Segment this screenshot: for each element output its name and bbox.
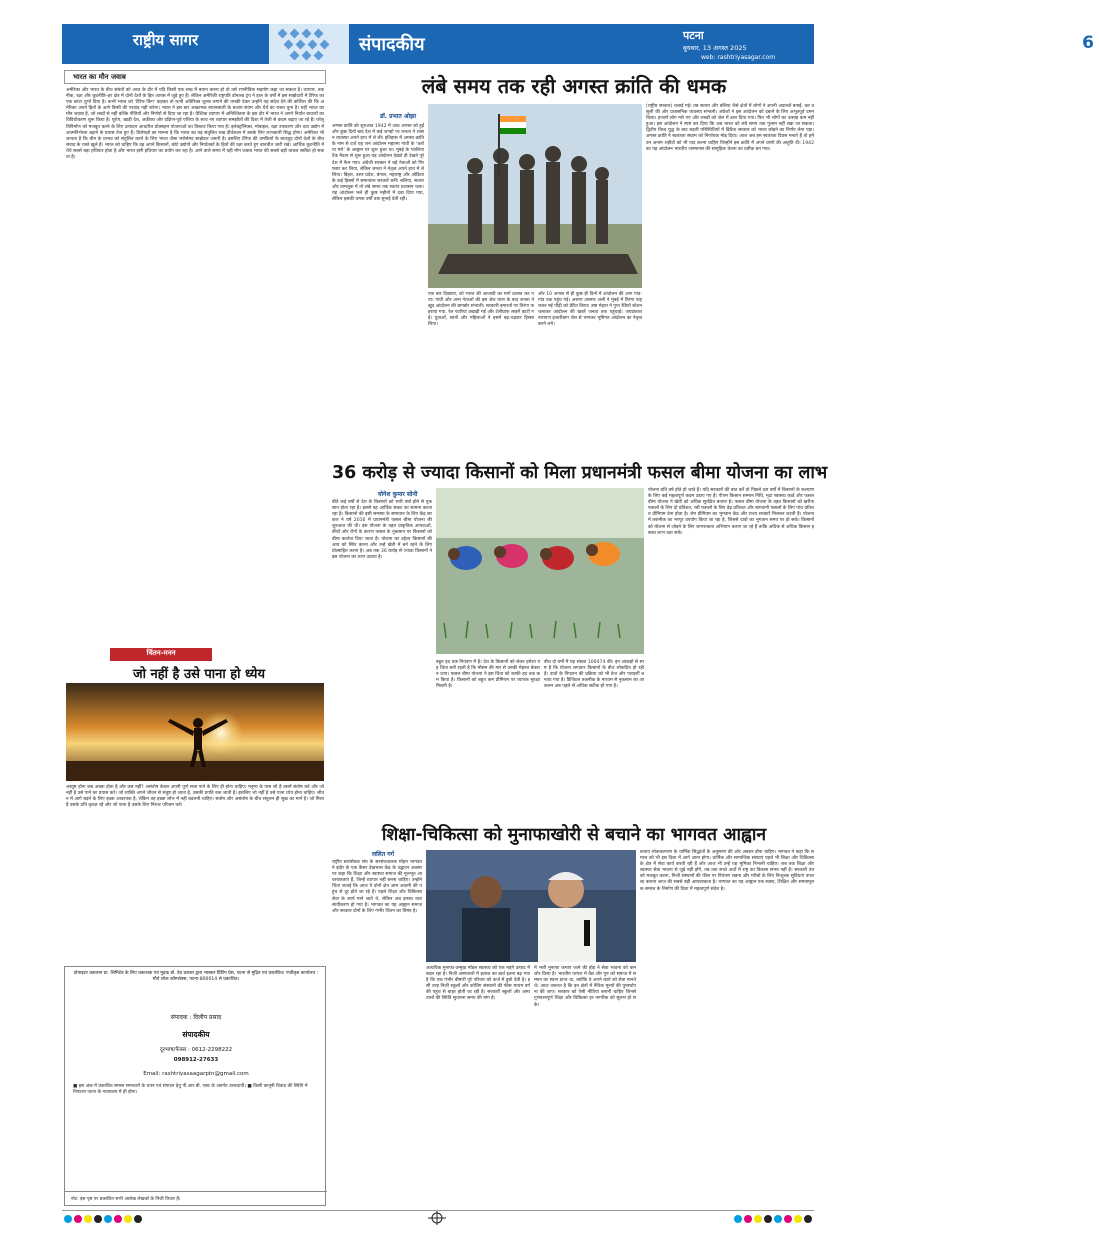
article1-column-2: एक बार दिखाया, जो भारत की आजादी का मार्ग प्रशस्त कर गया। गांधी और अन्य नेताओं की इस जेल यात्रा के बाद जनता ने खुद आंदोलन की बागडोर संभाली। सरकारी इमारतों पर तिरंगा फहराया गया, रेल पटरियां उखाड़ी गईं और टेलीग्राफ लाइनें काटी गईं। युवाओं, छात्रों और महिलाओं ने इसमें बढ़-चढ़कर हिस्सा लिया। bbox=[428, 292, 534, 328]
editorial-office-heading: संपादकीय bbox=[182, 1030, 210, 1039]
article2-headline: 36 करोड़ से ज्यादा किसानों को मिला प्रधानमंत्री फसल बीमा योजना का लाभ bbox=[332, 463, 828, 483]
left-column-heading-box bbox=[64, 70, 326, 84]
disclaimer: नोट: इस पृष्ठ पर प्रकाशित सभी आलेख लेखकों के निजी विचार हैं। bbox=[65, 1191, 327, 1206]
brand-box bbox=[62, 24, 269, 64]
legal-notes: ■ इस अंक में प्रकाशित समस्त समाचारों के चयन एवं संपादन हेतु पी.आर.बी. एक्ट के अंतर्गत उत्तरदायी। ■ किसी कानूनी विवाद की स्थिति में निपटारा पटना के न्यायालय में ही होगा। bbox=[73, 1084, 308, 1096]
article1-column-4: (राष्ट्रीय सरकार) चलाई गई। तब सतारा और बलिया जैसे क्षेत्रों में लोगों ने अपनी अदालतें बनाईं, कर वसूली की और प्रशासनिक व्यवस्था संभाली। अंग्रेजों ने इस आंदोलन को दबाने के लिए अभूतपूर्व दमन किया। हजारों लोग मारे गए और लाखों को जेल में डाल दिया गया। फिर भी लोगों का उत्साह कम नहीं हुआ। इस आंदोलन ने स्पष्ट कर दिया कि अब भारत को लंबे समय तक गुलाम नहीं रखा जा सकता। द्वितीय विश्व युद्ध के बाद बदली परिस्थितियों में ब्रिटिश सरकार को भारत छोड़ने का निर्णय लेना पड़ा। अगस्त क्रांति ने स्वतंत्रता संग्राम को निर्णायक मोड़ दिया। आज जब हम स्वतंत्रता दिवस मनाते हैं तो हमें उन अनाम शहीदों को भी याद करना चाहिए जिन्होंने इस क्रांति में अपने प्राणों की आहुति दी। 1942 का यह आंदोलन भारतीय जनमानस की सामूहिक चेतना का प्रतीक बन गया। bbox=[646, 104, 814, 152]
chintan-label: चिंतन-मनन bbox=[146, 649, 176, 657]
article1-headline: लंबे समय तक रही अगस्त क्रांति की धमक bbox=[421, 74, 727, 98]
website-link[interactable]: web: rashtriyasagar.com bbox=[701, 54, 776, 61]
article2-column-4: योजना प्रति वर्ष होते हो जाते हैं। यदि सरकारों की बात करें तो पिछले दस वर्षों में किसानों के कल्याण के लिए कई महत्वपूर्ण कदम उठाए गए हैं। पीएम किसान सम्मान निधि, मृदा स्वास्थ्य कार्ड और फसल बीमा योजना ने खेती को अधिक सुरक्षित बनाया है। फसल बीमा योजना के तहत किसानों को खरीफ फसलों के लिए दो प्रतिशत, रबी फसलों के लिए डेढ़ प्रतिशत और बागवानी फसलों के लिए पांच प्रतिशत प्रीमियम देना होता है। शेष प्रीमियम का भुगतान केंद्र और राज्य सरकारें मिलकर करती हैं। योजना में तकनीक का भरपूर उपयोग किया जा रहा है, जिससे दावों का भुगतान समय पर हो सके। किसानों को योजना से जोड़ने के लिए जागरूकता अभियान चलाए जा रहे हैं ताकि अधिक से अधिक किसान इसका लाभ उठा सकें। bbox=[648, 488, 814, 536]
left-column-body: अमेरिका और भारत के बीच संबंधों को आज के दौर में यदि किसी एक शब्द में बयान करना हो तो उसे रणनीतिक सहयोग कहा जा सकता है। व्यापार, तकनीक, रक्षा और कूटनीति–हर क्षेत्र में दोनों देशों के हित आपस में जुड़े हुए हैं। लेकिन अमेरिकी राष्ट्रपति डोनाल्ड ट्रंप ने हाल के वर्षों में इस साझेदारी में टैरिफ का एक कांटा चुभो दिया है। कभी भारत को 'टैरिफ किंग' कहकर तो कभी अतिरिक्त शुल्क लगाने की धमकी देकर उन्होंने यह संदेश देने की कोशिश की कि अमेरिका अपने हितों के आगे किसी की परवाह नहीं करेगा। भारत ने इस बार आक्रामक बयानबाजी के बजाय संयम और धैर्य का रास्ता चुना है। यही भारत का मौन जवाब है, जो शब्दों से नहीं बल्कि नीतियों और निर्णयों से दिया जा रहा है। वैश्विक व्यापार में अनिश्चितता के इस दौर में भारत ने अपने निर्यात बाजारों का विविधीकरण शुरू किया है। यूरोप, खाड़ी देश, अफ्रीका और दक्षिण-पूर्व एशिया के साथ नए व्यापार समझौतों की दिशा में तेजी से कदम बढ़ाए जा रहे हैं। घरेलू विनिर्माण को मजबूत करने के लिए उत्पादन आधारित प्रोत्साहन योजनाओं का विस्तार किया गया है। इलेक्ट्रॉनिक्स, मोबाइल, रक्षा उपकरण और दवा उद्योग में आत्मनिर्भरता बढ़ाने के प्रयास तेज हुए हैं। विशेषज्ञों का मानना है कि भारत का यह संतुलित रुख दीर्घकाल में उसके लिए लाभकारी सिद्ध होगा। अमेरिका भी जानता है कि चीन के प्रभाव को संतुलित करने के लिए भारत जैसा भरोसेमंद साझेदार जरूरी है। इसलिए टैरिफ की धमकियों के बावजूद दोनों देशों के बीच संवाद के रास्ते खुले हैं। भारत को चाहिए कि वह अपने किसानों, छोटे उद्योगों और निर्यातकों के हितों की रक्षा करते हुए बातचीत जारी रखे। आर्थिक कूटनीति में धैर्य सबसे बड़ा हथियार होता है और भारत इसी हथियार का प्रयोग कर रहा है। आने वाले समय में यही मौन जवाब भारत की सबसे बड़ी ताकत साबित हो सकता है। bbox=[66, 88, 324, 161]
article1-column-1: अगस्त क्रांति को शुरुआत 1942 में आठ अगस्त को हुई और कुछ दिनों बाद देश में कई जगहों पर जनता ने शासन व्यवस्था अपने हाथ में ले ली। इतिहास में अगस्त क्रांति के नाम से दर्ज यह जन आंदोलन महात्मा गांधी के 'करो या मरो' के आह्वान पर शुरू हुआ था। मुंबई के ग्वालिया टैंक मैदान से शुरू हुआ यह आंदोलन देखते ही देखते पूरे देश में फैल गया। अंग्रेजी सरकार ने बड़े नेताओं को गिरफ्तार कर लिया, लेकिन जनता ने नेतृत्व अपने हाथ में ले लिया। बिहार, उत्तर प्रदेश, बंगाल, महाराष्ट्र और ओडिशा के कई हिस्सों में समानांतर सरकारें बनीं। बलिया, सतारा और तामलुक में तो लंबे समय तक स्वतंत्र प्रशासन चला। यह आंदोलन भले ही कुछ महीनों में दबा दिया गया, लेकिन इसकी धमक वर्षों तक सुनाई देती रही। bbox=[332, 124, 424, 203]
crosshair-icon bbox=[428, 1211, 446, 1225]
article3-column-3: में भारी मुनाफा कमाए जाने की होड़ ने सेवा भावना को कमजोर किया है। भारतीय परंपरा में वैद्य और गुरु को समाज में सम्मान का स्थान प्राप्त था, क्योंकि वे अपने कार्य को सेवा मानते थे। आज जरूरत है कि इन क्षेत्रों में नैतिक मूल्यों की पुनर्स्थापना की जाए। सरकार को ऐसी नीतियां बनानी चाहिए जिनसे गुणवत्तापूर्ण शिक्षा और चिकित्सा हर नागरिक को सुलभ हो सके। bbox=[534, 966, 636, 1008]
edition-city: पटना bbox=[683, 29, 704, 42]
chintan-label-bar bbox=[110, 648, 212, 661]
imprint-box bbox=[64, 966, 326, 1206]
women-farmers-paddy-field-photo bbox=[436, 488, 644, 654]
article2-byline: योगेश कुमार सोनी bbox=[378, 491, 418, 498]
issue-date: बुधवार, 13 अगस्त 2025 bbox=[683, 44, 747, 52]
article2-column-2: बहुत हद तक नियंत्रण में है। देश के किसानों को लेकर हमेशा यह चिंता बनी रहती है कि मौसम की मार से उनकी मेहनत बेकार न जाए। फसल बीमा योजना ने इस चिंता को काफी हद तक कम किया है। किसानों को बहुत कम प्रीमियम पर व्यापक सुरक्षा मिलती है। bbox=[436, 660, 540, 690]
article2-column-1: बीते कई वर्षों से देश के किसानों को भारी वर्षा होने से नुकसान होता रहा है। इससे वह आर्थिक संकट का सामना करता रहा है। किसानों की इसी समस्या के समाधान के लिए केंद्र सरकार ने वर्ष 2016 में प्रधानमंत्री फसल बीमा योजना की शुरुआत की थी। इस योजना के तहत प्राकृतिक आपदाओं, कीटों और रोगों के कारण फसल के नुकसान पर किसानों को बीमा कवरेज दिया जाता है। योजना का उद्देश्य किसानों की आय को स्थिर करना और उन्हें खेती में बने रहने के लिए प्रोत्साहित करना है। अब तक 36 करोड़ से ज्यादा किसानों ने इस योजना का लाभ उठाया है। bbox=[332, 500, 432, 560]
freedom-fighters-statue-photo bbox=[428, 104, 642, 288]
article1-column-3: और 10 अगस्त से ही कुछ ही दिनों में आंदोलन की आग गांव-गांव तक पहुंच गई। अरुणा आसफ अली ने मुंबई में तिरंगा फहराकर नई पीढ़ी को प्रेरित किया। उषा मेहता ने गुप्त रेडियो स्टेशन चलाकर आंदोलन की खबरें जनता तक पहुंचाईं। जयप्रकाश नारायण हजारीबाग जेल से भागकर भूमिगत आंदोलन का नेतृत्व करने लगे। bbox=[538, 292, 642, 328]
article3-column-4: बजाय लोककल्याण के धार्मिक सिद्धांतों के अनुसरण की ओर अग्रसर होना चाहिए। भागवत ने कहा कि समाज को भी इस दिशा में आगे आना होगा। धार्मिक और सामाजिक संस्थाएं पहले भी शिक्षा और चिकित्सा के क्षेत्र में सेवा कार्य करती रही हैं और आज भी उन्हें यह भूमिका निभानी चाहिए। जब तक शिक्षा और स्वास्थ्य सेवा भावना से जुड़े नहीं होंगे, तब तक सच्चे अर्थों में राष्ट्र का विकास संभव नहीं है। सरकारी तंत्र को मजबूत करना, निजी संस्थानों की फीस पर नियंत्रण रखना और गरीबों के लिए निःशुल्क सुविधाएं उपलब्ध कराना आज की सबसे बड़ी आवश्यकता है। भागवत का यह आह्वान एक स्वस्थ, शिक्षित और समतामूलक समाज के निर्माण की दिशा में महत्वपूर्ण संदेश है। bbox=[640, 850, 814, 892]
editor-name: संपादक : दिलीप प्रसाद bbox=[170, 1014, 222, 1021]
section-title: संपादकीय bbox=[359, 34, 425, 55]
silhouette-sunset-photo bbox=[66, 683, 324, 781]
email-address[interactable]: Email: rashtriyasaagarptn@gmail.com bbox=[143, 1071, 249, 1077]
phone-fax: दूरभाष/फैक्स : 0612-2298222 bbox=[159, 1047, 233, 1053]
article3-column-2: अत्यधिक मुनाफा-उन्मुख मॉडल स्वास्थ्य को एक महंगे उत्पाद में बदल रहा है। निजी अस्पतालों में इलाज का खर्च इतना बढ़ गया है कि एक गंभीर बीमारी पूरे परिवार को कर्ज में डुबो देती है। इसी तरह निजी स्कूलों और कोचिंग संस्थानों की फीस मध्यम वर्ग की पहुंच से बाहर होती जा रही है। सरकारी स्कूलों और अस्पतालों की स्थिति सुधारना समय की मांग है। bbox=[426, 966, 530, 1002]
mohan-bhagwat-speaking-photo bbox=[426, 850, 636, 962]
mobile-number: 098912-27633 bbox=[173, 1057, 219, 1063]
newspaper-name: राष्ट्रीय सागर bbox=[132, 31, 199, 49]
thought-body: अस्तुष्ट होना कब अच्छा होता है और कब नहीं? असंतोष केवल अपनी पूर्ण सत्ता पाने के लिए ही होना चाहिए। मनुष्य के पास जो है उसमें संतोष करे और जो नहीं है उसे पाने का प्रयास करे। जो व्यक्ति अपने जीवन से संतुष्ट हो जाता है, उसकी प्रगति रुक जाती है। इसलिए जो नहीं है उसे पाना ध्येय होना चाहिए। जीवन में आगे बढ़ने के लिए इच्छा आवश्यक है, लेकिन वह इच्छा लोभ में नहीं बदलनी चाहिए। संतोष और असंतोष के बीच संतुलन ही सुख का मार्ग है। जो मिला है उसके प्रति कृतज्ञ रहें और जो पाना है उसके लिए निरंतर परिश्रम करें। bbox=[66, 785, 324, 809]
article3-column-1: राष्ट्रीय स्वयंसेवक संघ के सरसंघचालक मोहन भागवत ने इंदौर के एक कैंसर देखभाल केंद्र के उद्घाटन अवसर पर कहा कि शिक्षा और स्वास्थ्य समाज की मूलभूत आवश्यकताएं हैं, जिन्हें व्यापार नहीं बनना चाहिए। उन्होंने चिंता जताई कि आज ये दोनों क्षेत्र आम आदमी की पहुंच से दूर होते जा रहे हैं। पहले शिक्षा और चिकित्सा सेवा के कार्य माने जाते थे, लेकिन अब इनका व्यवसायीकरण हो गया है। भागवत का यह आह्वान समाज और सरकार दोनों के लिए गंभीर चिंतन का विषय है। bbox=[332, 860, 422, 914]
section-band bbox=[349, 24, 1094, 64]
article2-column-3: बीच दो वर्षों में यह संख्या 100474 की। इन आंकड़ों से स्पष्ट है कि योजना लगातार किसानों के बीच लोकप्रिय हो रही है। दावों के निपटान की प्रक्रिया को भी तेज और पारदर्शी बनाया गया है। डिजिटल तकनीक के माध्यम से नुकसान का आकलन अब पहले से अधिक सटीक हो गया है। bbox=[544, 660, 644, 690]
masthead bbox=[62, 24, 1094, 64]
article3-headline: शिक्षा-चिकित्सा को मुनाफाखोरी से बचाने का भागवत आह्वान bbox=[381, 825, 767, 845]
thought-title: जो नहीं है उसे पाना हो ध्येय bbox=[132, 667, 266, 682]
color-registration-dots-right bbox=[614, 1214, 814, 1224]
color-registration-dots-left bbox=[62, 1214, 262, 1224]
article3-byline: ललित गर्ग bbox=[372, 851, 394, 858]
article1-byline: डॉ. प्रभात ओझा bbox=[380, 113, 417, 120]
page-number: 6 bbox=[1077, 28, 1099, 58]
decorative-dots bbox=[269, 24, 349, 64]
left-column-heading: भारत का मौन जवाब bbox=[73, 73, 126, 81]
publisher-info: प्रोपाइटर प्रकाशन प्रा. लिमिटेड के लिए प्रकाशक एवं मुद्रक डॉ. वेद प्रकाश द्वारा भास्कर प्रिंटिंग प्रेस, पटना से मुद्रित एवं प्रकाशित। पंजीकृत कार्यालय : मौर्य लोक कॉम्प्लेक्स, पटना-800014 से प्रकाशित। bbox=[73, 971, 319, 982]
